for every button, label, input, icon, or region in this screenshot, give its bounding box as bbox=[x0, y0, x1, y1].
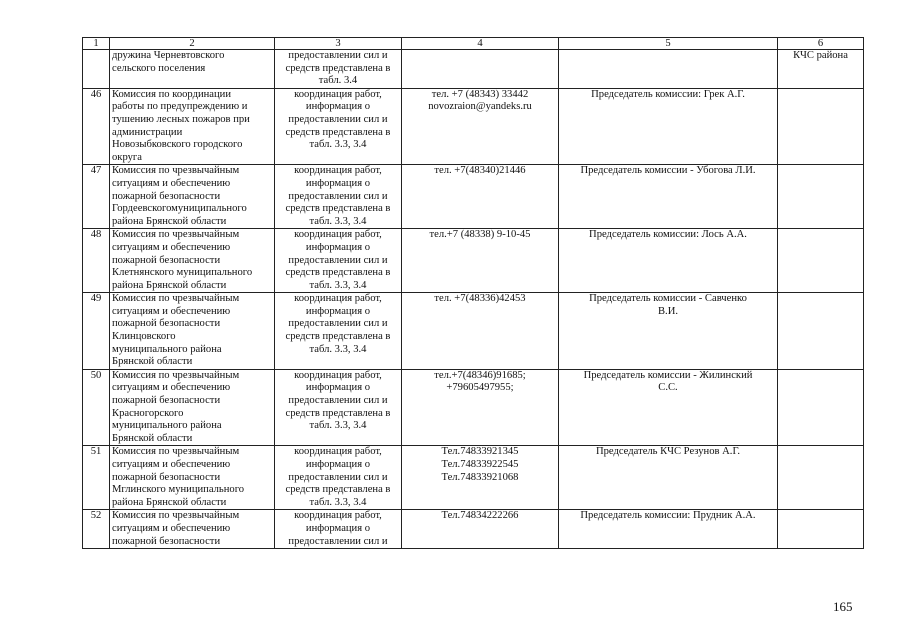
cell-line: табл. 3.3, 3.4 bbox=[309, 139, 367, 151]
cell-line: координация работ, bbox=[294, 510, 382, 522]
cell-line: ситуациям и обеспечению bbox=[112, 177, 231, 189]
note-cell bbox=[778, 229, 864, 293]
table-header-row bbox=[83, 38, 864, 50]
cell-line: табл. 3.3, 3.4 bbox=[309, 279, 367, 291]
contacts-cell bbox=[402, 88, 559, 165]
head-cell bbox=[559, 165, 778, 229]
cell-line: средств представлена в bbox=[285, 126, 391, 138]
cell-line: Мглинского муниципального bbox=[112, 484, 245, 496]
note-cell bbox=[778, 50, 864, 89]
cell-line: ситуациям и обеспечению bbox=[112, 241, 231, 253]
organization-name-cell bbox=[110, 88, 275, 165]
cell-line: Председатель комиссии: Грек А.Г. bbox=[591, 88, 745, 100]
cell-line: Комиссия по координации bbox=[112, 88, 232, 100]
functions-cell bbox=[275, 369, 402, 446]
cell-line: тел. +7(48336)42453 bbox=[434, 293, 526, 305]
cell-line: пожарной безопасности bbox=[112, 254, 221, 266]
cell-line: Брянской области bbox=[112, 356, 193, 368]
cell-line: Тел.74833921068 bbox=[441, 471, 519, 483]
functions-cell bbox=[275, 50, 402, 89]
cell-line: района Брянской области bbox=[112, 279, 227, 291]
cell-line: дружина Черневтовского bbox=[112, 50, 225, 61]
cell-line: В.И. bbox=[657, 305, 678, 317]
cell-line: пожарной безопасности bbox=[112, 318, 221, 330]
cell-line: работы по предупреждению и bbox=[112, 101, 248, 113]
note-cell bbox=[778, 293, 864, 370]
cell-line: района Брянской области bbox=[112, 496, 227, 508]
head-cell bbox=[559, 510, 778, 549]
cell-line: информация о bbox=[305, 177, 371, 189]
cell-line: Председатель комиссии: Лось А.А. bbox=[589, 229, 747, 241]
head-cell bbox=[559, 446, 778, 510]
cell-line: Тел.74834222266 bbox=[441, 510, 519, 522]
cell-line: Брянской области bbox=[112, 432, 193, 444]
cell-line: Красногорского bbox=[112, 407, 184, 419]
table-row bbox=[83, 229, 864, 293]
row-number-cell: 47 bbox=[83, 165, 110, 229]
cell-line: пожарной безопасности bbox=[112, 471, 221, 483]
contacts-cell bbox=[402, 229, 559, 293]
cell-line: КЧС района bbox=[793, 50, 848, 61]
row-number-cell: 52 bbox=[83, 510, 110, 549]
cell-line: Председатель КЧС Резунов А.Г. bbox=[595, 446, 741, 458]
document-table bbox=[82, 37, 864, 549]
row-number-cell bbox=[83, 50, 110, 89]
cell-line: Тел.74833921345 bbox=[441, 446, 519, 458]
contacts-cell bbox=[402, 165, 559, 229]
cell-line: муниципального района bbox=[112, 420, 222, 432]
head-cell bbox=[559, 88, 778, 165]
table-row bbox=[83, 446, 864, 510]
cell-line: Председатель комиссии - Убогова Л.И. bbox=[580, 165, 756, 177]
organization-name-cell bbox=[110, 50, 275, 89]
cell-line: Гордеевскогомуниципального bbox=[112, 203, 247, 215]
cell-line: предоставлении сил и bbox=[288, 471, 388, 483]
cell-line: Комиссия по чрезвычайным bbox=[112, 369, 240, 381]
cell-line: предоставлении сил и bbox=[288, 254, 388, 266]
table-row bbox=[83, 165, 864, 229]
organization-name-cell bbox=[110, 229, 275, 293]
cell-line: информация о bbox=[305, 241, 371, 253]
cell-line: сельского поселения bbox=[112, 62, 206, 74]
cell-line: Председатель комиссии - Жилинский bbox=[583, 369, 753, 381]
cell-line: Тел.74833922545 bbox=[441, 459, 519, 470]
cell-line: табл. 3.3, 3.4 bbox=[309, 343, 367, 355]
page-number: 165 bbox=[833, 599, 853, 614]
cell-line: ситуациям и обеспечению bbox=[112, 459, 231, 470]
cell-line: тушению лесных пожаров при bbox=[112, 113, 250, 125]
note-cell bbox=[778, 165, 864, 229]
cell-line: тел.+7(48346)91685; bbox=[434, 369, 526, 381]
cell-line: информация о bbox=[305, 305, 371, 317]
note-cell bbox=[778, 510, 864, 549]
row-number-cell: 50 bbox=[83, 369, 110, 446]
cell-line: табл. 3.3, 3.4 bbox=[309, 496, 367, 508]
cell-line: ситуациям и обеспечению bbox=[112, 305, 231, 317]
header-cell-4: 4 bbox=[402, 38, 559, 50]
cell-line: пожарной безопасности bbox=[112, 190, 221, 202]
cell-line: ситуациям и обеспечению bbox=[112, 382, 231, 394]
contacts-cell bbox=[402, 446, 559, 510]
cell-line: Председатель комиссии: Прудник А.А. bbox=[580, 510, 756, 522]
cell-line: Комиссия по чрезвычайным bbox=[112, 165, 240, 177]
row-number-cell: 46 bbox=[83, 88, 110, 165]
cell-line: Комиссия по чрезвычайным bbox=[112, 293, 240, 305]
table-row bbox=[83, 50, 864, 89]
cell-line: тел. +7(48340)21446 bbox=[434, 165, 526, 177]
cell-line: С.С. bbox=[658, 382, 678, 394]
cell-line: информация о bbox=[305, 459, 371, 470]
cell-line: предоставлении сил и bbox=[288, 535, 388, 547]
cell-line: ситуациям и обеспечению bbox=[112, 522, 231, 534]
cell-line: табл. 3.4 bbox=[318, 75, 358, 87]
cell-line: Новозыбковского городского bbox=[112, 139, 243, 151]
cell-line: предоставлении сил и bbox=[288, 395, 388, 407]
cell-line: Комиссия по чрезвычайным bbox=[112, 510, 240, 522]
functions-cell bbox=[275, 446, 402, 510]
functions-cell bbox=[275, 293, 402, 370]
cell-line: муниципального района bbox=[112, 343, 222, 355]
cell-line: Клинцовского bbox=[112, 331, 176, 343]
note-cell bbox=[778, 446, 864, 510]
cell-line: координация работ, bbox=[294, 446, 382, 458]
cell-line: +79605497955; bbox=[446, 382, 514, 394]
head-cell bbox=[559, 50, 778, 89]
contacts-cell bbox=[402, 50, 559, 89]
cell-line: средств представлена в bbox=[285, 331, 391, 343]
cell-line: информация о bbox=[305, 101, 371, 113]
cell-line: предоставлении сил и bbox=[288, 190, 388, 202]
note-cell bbox=[778, 369, 864, 446]
row-number-cell: 51 bbox=[83, 446, 110, 510]
cell-line: тел. +7 (48343) 33442 bbox=[431, 88, 529, 100]
cell-line: администрации bbox=[112, 126, 183, 138]
cell-line: средств представлена в bbox=[285, 62, 391, 74]
cell-line: средств представлена в bbox=[285, 267, 391, 279]
cell-line: координация работ, bbox=[294, 369, 382, 381]
cell-line: Комиссия по чрезвычайным bbox=[112, 229, 240, 241]
cell-line: района Брянской области bbox=[112, 215, 227, 227]
organization-name-cell bbox=[110, 446, 275, 510]
organization-name-cell bbox=[110, 369, 275, 446]
table-row bbox=[83, 510, 864, 549]
header-cell-5: 5 bbox=[559, 38, 778, 50]
cell-line: novozraion@yandeks.ru bbox=[428, 101, 532, 113]
cell-line: информация о bbox=[305, 382, 371, 394]
functions-cell bbox=[275, 165, 402, 229]
organization-name-cell bbox=[110, 165, 275, 229]
functions-cell bbox=[275, 510, 402, 549]
row-number-cell: 49 bbox=[83, 293, 110, 370]
table-row bbox=[83, 293, 864, 370]
cell-line: средств представлена в bbox=[285, 407, 391, 419]
row-number-cell: 48 bbox=[83, 229, 110, 293]
head-cell bbox=[559, 293, 778, 370]
head-cell bbox=[559, 369, 778, 446]
cell-line: Клетнянского муниципального bbox=[112, 267, 253, 279]
cell-line: табл. 3.3, 3.4 bbox=[309, 215, 367, 227]
cell-line: координация работ, bbox=[294, 293, 382, 305]
table-row bbox=[83, 369, 864, 446]
contacts-cell bbox=[402, 510, 559, 549]
cell-line: координация работ, bbox=[294, 88, 382, 100]
table-body bbox=[83, 38, 864, 549]
organization-name-cell bbox=[110, 293, 275, 370]
header-cell-6: 6 bbox=[778, 38, 864, 50]
cell-line: средств представлена в bbox=[285, 203, 391, 215]
header-cell-2: 2 bbox=[110, 38, 275, 50]
cell-line: Председатель комиссии - Савченко bbox=[589, 293, 747, 305]
note-cell bbox=[778, 88, 864, 165]
cell-line: тел.+7 (48338) 9-10-45 bbox=[429, 229, 531, 241]
header-cell-3: 3 bbox=[275, 38, 402, 50]
organization-name-cell bbox=[110, 510, 275, 549]
header-cell-1: 1 bbox=[83, 38, 110, 50]
contacts-cell bbox=[402, 369, 559, 446]
cell-line: координация работ, bbox=[294, 229, 382, 241]
cell-line: пожарной безопасности bbox=[112, 535, 221, 547]
cell-line: округа bbox=[112, 151, 142, 163]
cell-line: табл. 3.3, 3.4 bbox=[309, 420, 367, 432]
cell-line: информация о bbox=[305, 522, 371, 534]
contacts-cell bbox=[402, 293, 559, 370]
cell-line: пожарной безопасности bbox=[112, 395, 221, 407]
cell-line: предоставлении сил и bbox=[288, 318, 388, 330]
cell-line: средств представлена в bbox=[285, 484, 391, 496]
cell-line: предоставлении сил и bbox=[288, 113, 388, 125]
functions-cell bbox=[275, 88, 402, 165]
head-cell bbox=[559, 229, 778, 293]
cell-line: Комиссия по чрезвычайным bbox=[112, 446, 240, 458]
cell-line: координация работ, bbox=[294, 165, 382, 177]
functions-cell bbox=[275, 229, 402, 293]
table-row bbox=[83, 88, 864, 165]
cell-line: предоставлении сил и bbox=[288, 50, 388, 61]
